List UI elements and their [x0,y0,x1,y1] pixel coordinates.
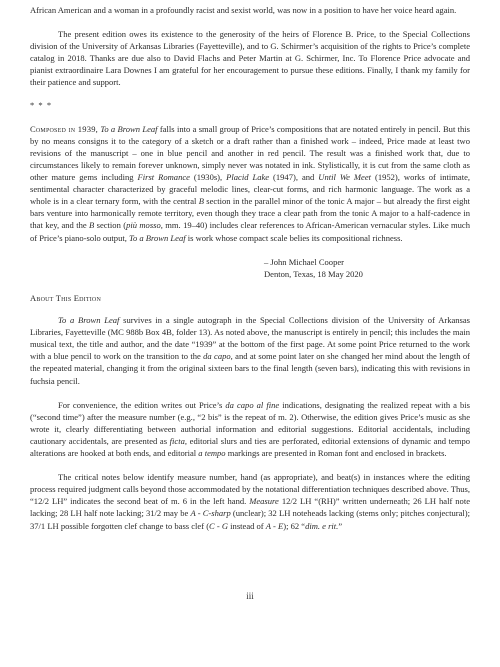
work-title: To a Brown Leaf [58,315,120,326]
document-page [30,4,470,544]
term-dim-rit: dim. e rit. [305,520,339,531]
paragraph-composition: Composed in 1939, To a Brown Leaf falls into a small group of Price’s compositions that are notated entirely in pencil. But this by no means consigns it to the category of a sketch or a draft rather than a finished work – indeed, Price made at least two revisions of the manuscript – one in blue pencil and another in red pencil. The result was a finished work that, due to circumstances likely to remain forever unknown, simply never was notated in ink. Stylistically, it is cut from the same cloth as other mature gems including First Romance (1930s), Placid Lake (1947), and Until We Meet (1952), works of intimate, sentimental character characterized by graceful melodic lines, clear-cut forms, and rich harmonic language. The work as a whole is in a clear ternary form, with the central B section in the parallel minor of the tonic A major – but already the first eight bars venture into harmonically remote territory, even though they trace a clear path from the tonic A major to a half-cadence in that key, and the B section (più mosso, mm. 19–40) includes clear references to African-American vernacular styles. Like much of Price’s piano-solo output, To a Brown Leaf is work whose compact scale belies its compositional richness. [30,123,471,243]
section-separator: * * * [30,99,53,110]
paragraph-source: To a Brown Leaf survives in a single autograph in the Special Collections division of the University of Arkansas Libraries, Fayetteville (MC 988b Box 4B, folder 13). As noted above, the manuscript is entirely in pencil; this includes the main musical text, the title and author, and the date “1939” at the bottom of the first page. At some point Price returned to the work with a blue pencil to work on the transition to the da capo, and at some point later on she changed her mind about the length of the repeated material, changing it from the original sixteen bars to the final length (seven bars), indicating this with revisions in fuchsia pencil. [30,315,470,386]
term-a-tempo: a tempo [198,448,226,459]
term-measure: Measure [249,496,279,507]
section-heading: About This Edition [30,293,101,303]
signature-name: – John Michael Cooper [264,256,344,267]
page-number: iii [246,591,254,601]
work-title: To a Brown Leaf [100,123,158,134]
paragraph-heirs-context: African American and a woman in a profoundly racist and sexist world, was now in a position to have her voice heard again. [30,5,457,15]
composed-lead: Composed in 1939, [30,123,99,134]
work-title: Placid Lake [226,172,270,183]
tempo-marking: più mosso [126,220,161,231]
section-letter: B [89,220,95,231]
work-title: To a Brown Leaf [129,232,186,243]
work-title: First Romance [137,172,190,183]
term-da-capo: da capo [203,351,231,362]
work-title: Until We Meet [318,172,372,183]
author-signature [264,256,470,280]
paragraph-conventions: For convenience, the edition writes out Price’s da capo al fine indications, designating the realized repeat with a bis (“second time”) after the measure number (e.g., “2 bis” is the repeat of m. 2). Otherwise, the edition gives Price’s music as she wrote it, clearly differentiating between authorial information and editorial suggestions. Editorial accidentals, including cautionary accidentals, are presented as ficta, editorial slurs and ties are perforated, editorial extensions of dynamic and tempo alterations are hooked at both ends, and editorial a tempo markings are presented in Roman font and enclosed in brackets. [30,399,471,459]
term-da-capo-al-fine: da capo al fine [225,399,280,410]
paragraph-acknowledgements: The present edition owes its existence to the generosity of the heirs of Florence B. Price, to the Special Collections division of the University of Arkansas Libraries (Fayetteville), and to G. Schirmer’s acquisition of the rights to Price’s complete catalog in 2018. Thanks are due also to David Flachs and Peter Martin at G. Schirmer, Inc. To Florence Price advocate and pianist extraordinaire Lara Downes I am grateful for her encouragement to pursue these editions. Finally, I thank my family for their patience and support. [30,29,470,88]
section-letter: B [198,196,204,207]
pitch-names: C - G [209,520,229,531]
signature-place-date: Denton, Texas, 18 May 2020 [264,268,363,279]
pitch-names: A - C-sharp [190,508,231,519]
pitch-names: A - E [265,520,284,531]
term-ficta: ficta [169,435,185,446]
paragraph-critical-notes: The critical notes below identify measure number, hand (as appropriate), and beat(s) in instances where the editing process required judgment calls beyond those accommodated by the notational differentiation techniques described above. Thus, “12/2 LH” indicates the second beat of m. 6 in the left hand. Measure 12/2 LH “(RH)” written underneath; 26 LH half note lacking; 28 LH half note lacking; 31/2 may be A - C-sharp (unclear); 32 LH noteheads lacking (stems only; pitches conjectural); 37/1 LH possible forgotten clef change to bass clef (C - G instead of A - E); 62 “dim. e rit.” [30,472,470,531]
